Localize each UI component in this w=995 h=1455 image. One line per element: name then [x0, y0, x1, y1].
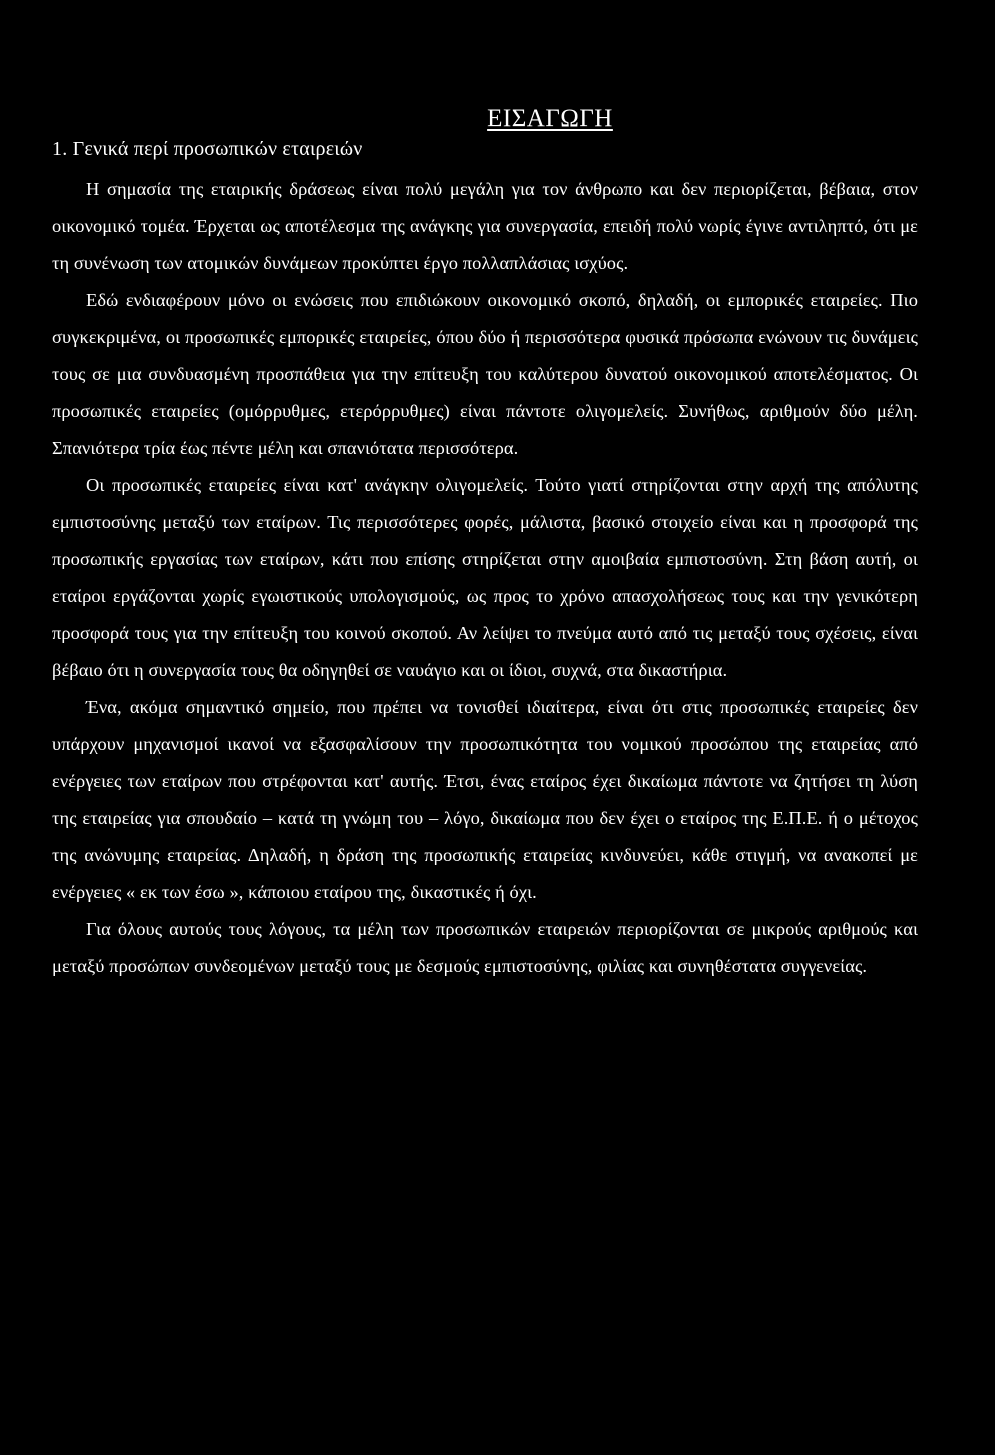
paragraph-5: Για όλους αυτούς τους λόγους, τα μέλη των προσωπικών εταιρειών περιορίζονται σε μικρούς αριθμούς και μεταξύ προσώπων συνδεομένων μεταξύ τους με δεσμούς εμπιστοσύνης, φιλίας και συνηθέστατα συγγενείας. [52, 919, 918, 976]
document-title: ΕΙΣΑΓΩΓΗ [487, 105, 613, 132]
section-heading: 1. Γενικά περί προσωπικών εταιρειών [52, 138, 363, 160]
document-page [52, 102, 918, 985]
paragraph-3: Οι προσωπικές εταιρείες είναι κατ' ανάγκην ολιγομελείς. Τούτο γιατί στηρίζονται στην αρχή της απόλυτης εμπιστοσύνης μεταξύ των εταίρων. Τις περισσότερες φορές, μάλιστα, βασικό στοιχείο είναι και η προσφορά της προσωπικής εργασίας των εταίρων, κάτι που επίσης στηρίζεται στην αμοιβαία εμπιστοσύνη. Στη βάση αυτή, οι εταίροι εργάζονται χωρίς εγωιστικούς υπολογισμούς, ως προς το χρόνο απασχολήσεως τους και την γενικότερη προσφορά τους για την επίτευξη του κοινού σκοπού. Αν λείψει το πνεύμα αυτό από τις μεταξύ τους σχέσεις, είναι βέβαιο ότι η συνεργασία τους θα οδηγηθεί σε ναυάγιο και οι ίδιοι, συχνά, στα δικαστήρια. [52, 475, 918, 680]
paragraph-4: Ένα, ακόμα σημαντικό σημείο, που πρέπει να τονισθεί ιδιαίτερα, είναι ότι στις προσωπικές εταιρείες δεν υπάρχουν μηχανισμοί ικανοί να εξασφαλίσουν την προσωπικότητα του νομικού προσώπου της εταιρείας από ενέργειες των εταίρων που στρέφονται κατ' αυτής. Έτσι, ένας εταίρος έχει δικαίωμα πάντοτε να ζητήσει τη λύση της εταιρείας για σπουδαίο – κατά τη γνώμη του – λόγο, δικαίωμα που δεν έχει ο εταίρος της Ε.Π.Ε. ή ο μέτοχος της ανώνυμης εταιρείας. Δηλαδή, η δράση της προσωπικής εταιρείας κινδυνεύει, κάθε στιγμή, να ανακοπεί με ενέργειες « εκ των έσω », κάποιου εταίρου της, δικαστικές ή όχι. [52, 697, 918, 902]
paragraph-1: Η σημασία της εταιρικής δράσεως είναι πολύ μεγάλη για τον άνθρωπο και δεν περιορίζεται, βέβαια, στον οικονομικό τομέα. Έρχεται ως αποτέλεσμα της ανάγκης για συνεργασία, επειδή πολύ νωρίς έγινε αντιληπτό, ότι με τη συνένωση των ατομικών δυνάμεων προκύπτει έργο πολλαπλάσιας ισχύος. [52, 179, 918, 273]
paragraph-2: Εδώ ενδιαφέρουν μόνο οι ενώσεις που επιδιώκουν οικονομικό σκοπό, δηλαδή, οι εμπορικές εταιρείες. Πιο συγκεκριμένα, οι προσωπικές εμπορικές εταιρείες, όπου δύο ή περισσότερα φυσικά πρόσωπα ενώνουν τις δυνάμεις τους σε μια συνδυασμένη προσπάθεια για την επίτευξη του καλύτερου δυνατού οικονομικού αποτελέσματος. Οι προσωπικές εταιρείες (ομόρρυθμες, ετερόρρυθμες) είναι πάντοτε ολιγομελείς. Συνήθως, αριθμούν δύο μέλη. Σπανιότερα τρία έως πέντε μέλη και σπανιότατα περισσότερα. [52, 290, 918, 458]
